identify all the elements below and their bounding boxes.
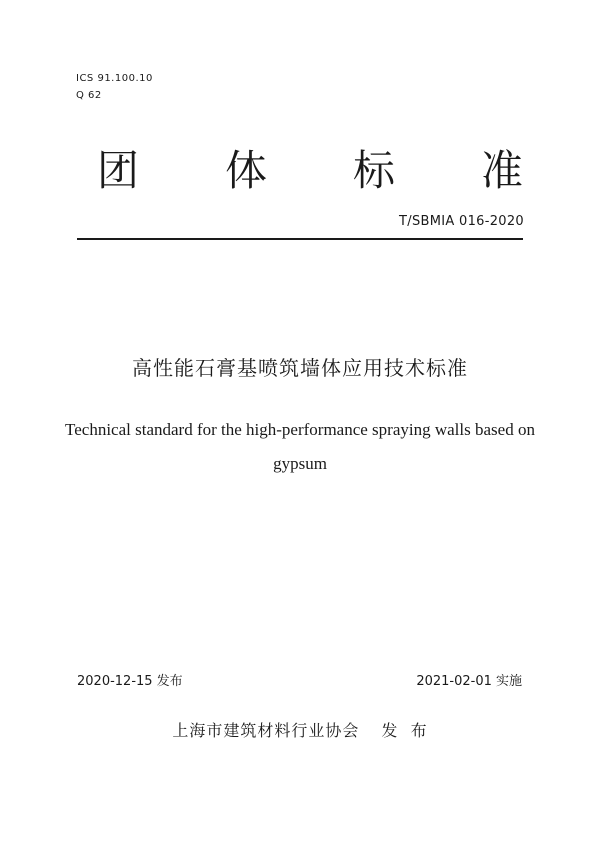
- ccs-code: Q 62: [76, 90, 102, 101]
- issue-date: 2020-12-15 发布: [77, 674, 183, 689]
- publisher-line: [0, 718, 600, 741]
- standard-type-char: 标: [352, 146, 395, 195]
- title-chinese: 高性能石膏基喷筑墙体应用技术标准: [132, 356, 468, 380]
- publisher-name: 上海市建筑材料行业协会: [172, 721, 360, 740]
- header-divider: [77, 238, 523, 240]
- title-english: Technical standard for the high-performance spraying walls based on gypsum: [65, 420, 535, 473]
- standard-number: T/SBMIA 016-2020: [399, 214, 524, 229]
- standard-type-heading: [95, 138, 525, 198]
- publisher-action: 发 布: [381, 721, 428, 740]
- implementation-date: 2021-02-01 实施: [416, 674, 522, 689]
- standard-type-char: 体: [224, 146, 267, 195]
- ics-code: ICS 91.100.10: [76, 73, 153, 84]
- standard-type-char: 准: [480, 146, 523, 195]
- standard-type-char: 团: [96, 146, 139, 195]
